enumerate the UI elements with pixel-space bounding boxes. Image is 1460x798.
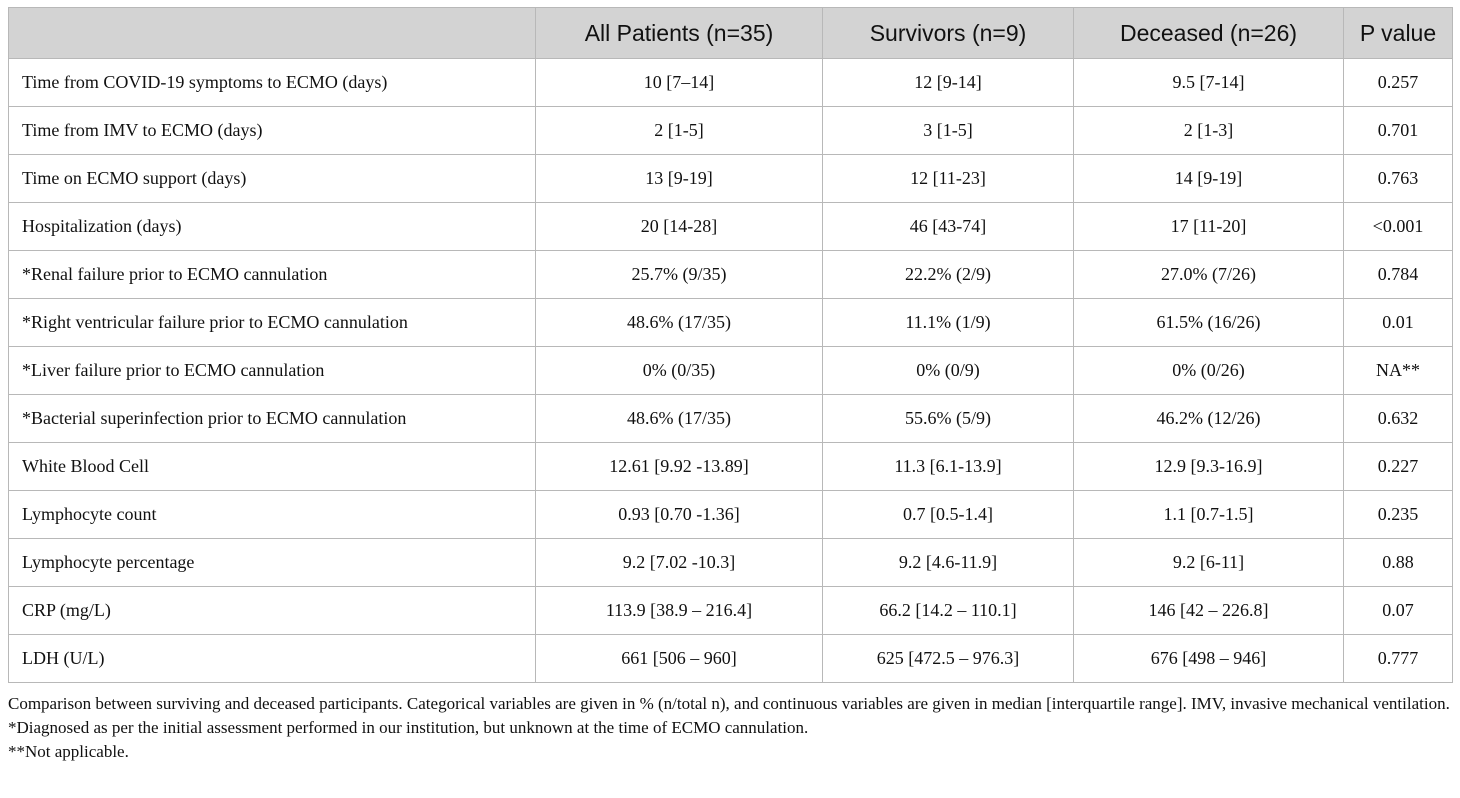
cell-survivors: 22.2% (2/9) <box>823 251 1074 299</box>
row-label: *Liver failure prior to ECMO cannulation <box>9 347 536 395</box>
cell-all-patients: 113.9 [38.9 – 216.4] <box>536 587 823 635</box>
cell-p-value: 0.632 <box>1344 395 1453 443</box>
table-row <box>9 635 1453 683</box>
header-variable <box>9 8 536 59</box>
table-row <box>9 59 1453 107</box>
header-survivors: Survivors (n=9) <box>823 8 1074 59</box>
cell-all-patients: 12.61 [9.92 -13.89] <box>536 443 823 491</box>
table-row <box>9 587 1453 635</box>
table-row <box>9 299 1453 347</box>
cell-all-patients: 9.2 [7.02 -10.3] <box>536 539 823 587</box>
table-row <box>9 155 1453 203</box>
cell-deceased: 46.2% (12/26) <box>1074 395 1344 443</box>
cell-survivors: 0.7 [0.5-1.4] <box>823 491 1074 539</box>
cell-all-patients: 661 [506 – 960] <box>536 635 823 683</box>
cell-survivors: 625 [472.5 – 976.3] <box>823 635 1074 683</box>
cell-survivors: 46 [43-74] <box>823 203 1074 251</box>
header-all-patients: All Patients (n=35) <box>536 8 823 59</box>
header-p-value: P value <box>1344 8 1453 59</box>
table-header-row <box>9 8 1453 59</box>
row-label: White Blood Cell <box>9 443 536 491</box>
footnote-not-applicable: **Not applicable. <box>8 742 129 761</box>
cell-deceased: 9.2 [6-11] <box>1074 539 1344 587</box>
cell-p-value: 0.701 <box>1344 107 1453 155</box>
table-row <box>9 203 1453 251</box>
cell-p-value: 0.777 <box>1344 635 1453 683</box>
cell-all-patients: 0% (0/35) <box>536 347 823 395</box>
cell-p-value: 0.235 <box>1344 491 1453 539</box>
cell-survivors: 12 [11-23] <box>823 155 1074 203</box>
row-label: Hospitalization (days) <box>9 203 536 251</box>
table-row <box>9 347 1453 395</box>
row-label: *Bacterial superinfection prior to ECMO cannulation <box>9 395 536 443</box>
row-label: Time from IMV to ECMO (days) <box>9 107 536 155</box>
cell-all-patients: 25.7% (9/35) <box>536 251 823 299</box>
row-label: LDH (U/L) <box>9 635 536 683</box>
cell-all-patients: 2 [1-5] <box>536 107 823 155</box>
cell-survivors: 66.2 [14.2 – 110.1] <box>823 587 1074 635</box>
cell-survivors: 9.2 [4.6-11.9] <box>823 539 1074 587</box>
cell-all-patients: 10 [7–14] <box>536 59 823 107</box>
row-label: *Renal failure prior to ECMO cannulation <box>9 251 536 299</box>
row-label: Time from COVID-19 symptoms to ECMO (days) <box>9 59 536 107</box>
cell-deceased: 14 [9-19] <box>1074 155 1344 203</box>
cell-all-patients: 48.6% (17/35) <box>536 395 823 443</box>
cell-deceased: 12.9 [9.3-16.9] <box>1074 443 1344 491</box>
cell-survivors: 3 [1-5] <box>823 107 1074 155</box>
table-row <box>9 107 1453 155</box>
cell-p-value: 0.07 <box>1344 587 1453 635</box>
results-table-container <box>8 7 1452 683</box>
cell-deceased: 9.5 [7-14] <box>1074 59 1344 107</box>
table-row <box>9 491 1453 539</box>
row-label: *Right ventricular failure prior to ECMO cannulation <box>9 299 536 347</box>
cell-p-value: 0.227 <box>1344 443 1453 491</box>
footnote-diagnosed: *Diagnosed as per the initial assessment performed in our institution, but unknown at the time of ECMO cannulation. <box>8 718 809 737</box>
cell-deceased: 17 [11-20] <box>1074 203 1344 251</box>
row-label: CRP (mg/L) <box>9 587 536 635</box>
cell-all-patients: 48.6% (17/35) <box>536 299 823 347</box>
header-deceased: Deceased (n=26) <box>1074 8 1344 59</box>
cell-deceased: 1.1 [0.7-1.5] <box>1074 491 1344 539</box>
table-row <box>9 539 1453 587</box>
cell-deceased: 2 [1-3] <box>1074 107 1344 155</box>
table-row <box>9 395 1453 443</box>
cell-deceased: 0% (0/26) <box>1074 347 1344 395</box>
cell-deceased: 61.5% (16/26) <box>1074 299 1344 347</box>
cell-p-value: NA** <box>1344 347 1453 395</box>
cell-survivors: 11.1% (1/9) <box>823 299 1074 347</box>
table-caption: Comparison between surviving and deceased participants. Categorical variables are given in % (n/total n), and continuous variables are given in median [interquartile range]. IMV, invasive mechanical ventilation. <box>8 694 1450 713</box>
cell-deceased: 676 [498 – 946] <box>1074 635 1344 683</box>
cell-p-value: 0.88 <box>1344 539 1453 587</box>
cell-all-patients: 13 [9-19] <box>536 155 823 203</box>
table-row <box>9 251 1453 299</box>
cell-deceased: 146 [42 – 226.8] <box>1074 587 1344 635</box>
cell-p-value: 0.257 <box>1344 59 1453 107</box>
table-row <box>9 443 1453 491</box>
cell-deceased: 27.0% (7/26) <box>1074 251 1344 299</box>
cell-survivors: 11.3 [6.1-13.9] <box>823 443 1074 491</box>
cell-all-patients: 20 [14-28] <box>536 203 823 251</box>
cell-p-value: 0.763 <box>1344 155 1453 203</box>
cell-survivors: 55.6% (5/9) <box>823 395 1074 443</box>
cell-p-value: 0.01 <box>1344 299 1453 347</box>
cell-p-value: <0.001 <box>1344 203 1453 251</box>
row-label: Lymphocyte count <box>9 491 536 539</box>
cell-p-value: 0.784 <box>1344 251 1453 299</box>
cell-survivors: 12 [9-14] <box>823 59 1074 107</box>
cell-all-patients: 0.93 [0.70 -1.36] <box>536 491 823 539</box>
row-label: Lymphocyte percentage <box>9 539 536 587</box>
row-label: Time on ECMO support (days) <box>9 155 536 203</box>
results-table <box>8 7 1453 683</box>
table-notes <box>8 692 1452 764</box>
cell-survivors: 0% (0/9) <box>823 347 1074 395</box>
